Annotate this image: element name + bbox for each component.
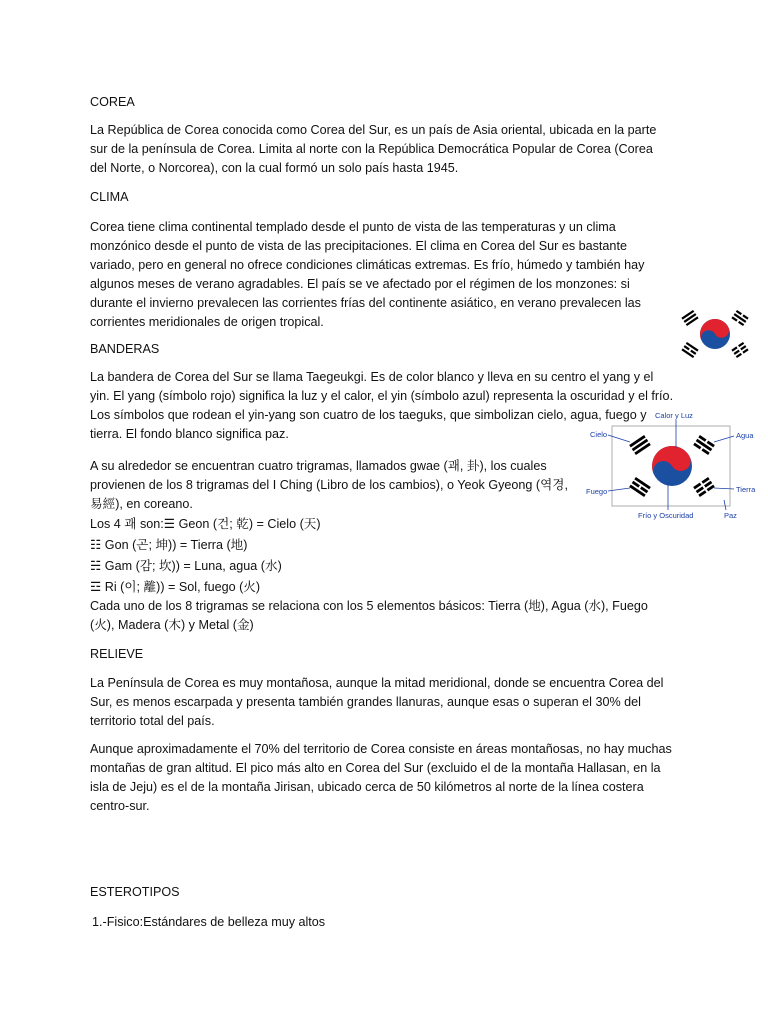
korea-flag-image (671, 303, 759, 365)
trigram-gon: ☷ Gon (곤; 坤)) = Tierra (地) (90, 538, 248, 552)
paragraph-banderas-1: La bandera de Corea del Sur se llama Taegeukgi. Es de color blanco y lleva en su centro el yang y el yin. El yang (símbolo rojo) significa la luz y el calor, el yin (símbolo azul) representa la oscuridad y el frío. Los símbolos que rodean el yin-yang son cuatro de los taeguks, que simbolizan cielo, agua, fuego y tierra. El fondo blanco significa paz. (90, 370, 674, 441)
heading-corea: COREA (90, 95, 135, 109)
paragraph-banderas-2: A su alrededor se encuentran cuatro trigramas, llamados gwae (괘, 卦), los cuales provienen de los 8 trigramas del I Ching (Libro de los cambios), o Yeok Gyeong (역경, 易經), en coreano. (90, 459, 568, 511)
diagram-label-tierra: Tierra (736, 485, 756, 494)
heading-relieve: RELIEVE (90, 647, 144, 661)
paragraph-clima: Corea tiene clima continental templado desde el punto de vista de las temperaturas y un clima monzónico desde el punto de vista de las precipitaciones. El clima en Corea del Sur es bastante variado, pero en general no ofrece condiciones climáticas extremas. Es frío, húmedo y también hay algunos meses de verano agradables. El país se ve afectado por el régimen de los monzones: si durante el invierno prevalecen las corrientes frías del continente asiático, en verano prevalecen las corrientes meridionales de origen tropical. (90, 220, 645, 329)
trigram-intro: Los 4 괘 son:☰ Geon (건; 乾) = Cielo (天) (90, 517, 321, 531)
diagram-label-bottom: Frío y Oscuridad (638, 511, 694, 520)
trigram-ri: ☲ Ri (이; 離)) = Sol, fuego (火) (90, 580, 261, 594)
paragraph-elementos: Cada uno de los 8 trigramas se relaciona con los 5 elementos básicos: Tierra (地), Agua (水), Fuego (火), Madera (木) y Metal (金) (90, 599, 648, 632)
heading-banderas: BANDERAS (90, 342, 160, 356)
flag-diagram (584, 410, 762, 522)
paragraph-relieve-2: Aunque aproximadamente el 70% del territorio de Corea consiste en áreas montañosas, no hay muchas montañas de gran altitud. El pico más alto en Corea del Sur (excluido el de la montaña Hallasan, en la isla de Jeju) es el de la montaña Jirisan, ubicado cerca de 50 kilómetros al norte de la línea costera centro-sur. (90, 742, 672, 813)
diagram-label-cielo: Cielo (590, 430, 608, 439)
diagram-label-paz: Paz (724, 511, 737, 520)
paragraph-corea: La República de Corea conocida como Corea del Sur, es un país de Asia oriental, ubicada en la parte sur de la península de Corea. Limita al norte con la República Democrática Popular de Corea (Corea del Norte, o Norcorea), con la cual formó un solo país hasta 1945. (90, 123, 657, 175)
list-item: 1.-Fisico:Estándares de belleza muy altos (92, 915, 326, 929)
heading-estereotipos: ESTEROTIPOS (90, 885, 180, 899)
diagram-label-fuego: Fuego (586, 487, 608, 496)
heading-clima: CLIMA (90, 190, 129, 204)
diagram-label-agua: Agua (736, 431, 754, 440)
trigram-gam: ☵ Gam (감; 坎)) = Luna, agua (水) (90, 559, 282, 573)
diagram-label-top: Calor y Luz (655, 411, 693, 420)
paragraph-relieve-1: La Península de Corea es muy montañosa, aunque la mitad meridional, donde se encuentra Corea del Sur, es menos escarpada y presenta también grandes llanuras, aunque esas o superan el 30% del territorio total del país. (90, 676, 664, 728)
